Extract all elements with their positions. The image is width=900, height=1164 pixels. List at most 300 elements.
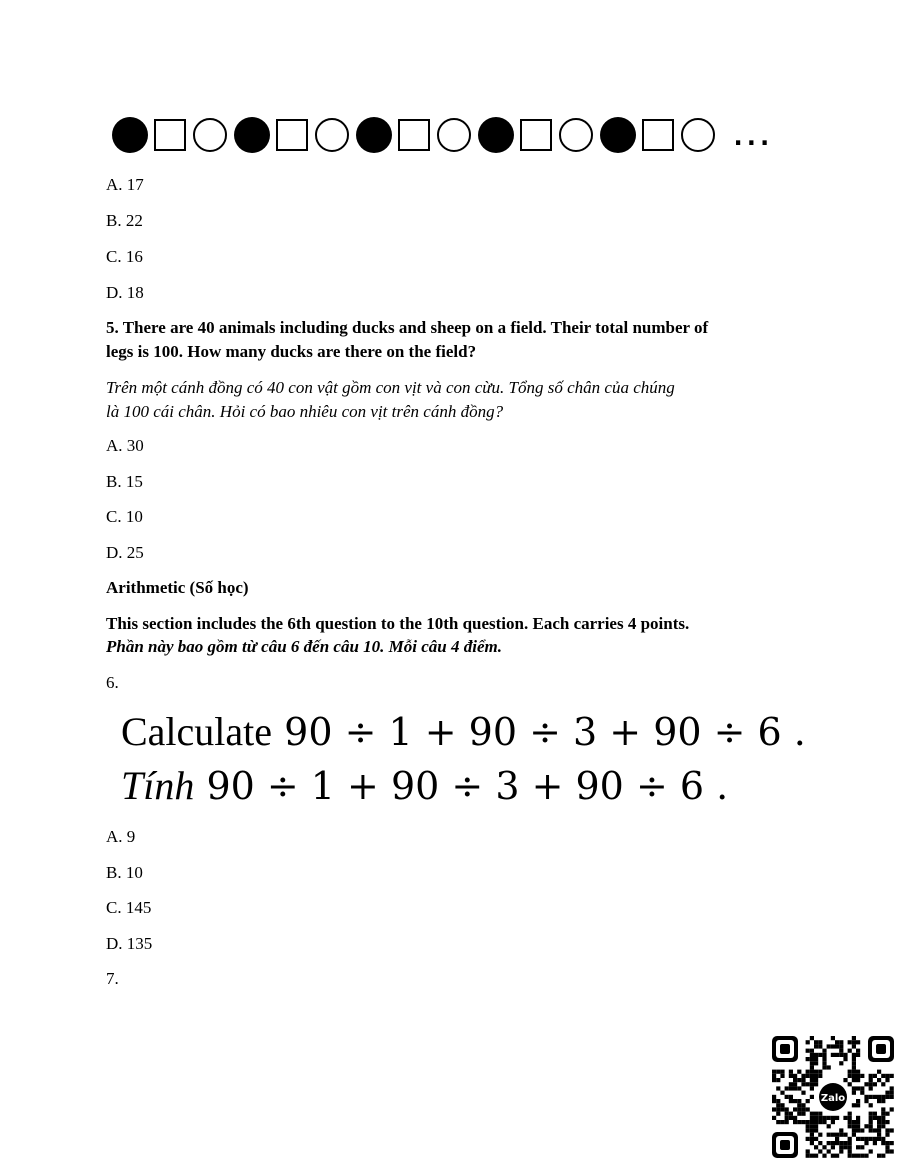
qr-module xyxy=(827,1065,831,1069)
qr-module xyxy=(852,1070,856,1074)
qr-module xyxy=(793,1120,797,1124)
qr-module xyxy=(814,1124,818,1128)
qr-module xyxy=(835,1116,839,1120)
qr-module xyxy=(839,1141,843,1145)
qr-module xyxy=(810,1053,814,1057)
qr-module xyxy=(822,1057,826,1061)
qr-module xyxy=(835,1044,839,1048)
qr-module xyxy=(835,1133,839,1137)
qr-module xyxy=(780,1120,784,1124)
qr-module xyxy=(814,1040,818,1044)
q5-vietnamese-line-2: là 100 cái chân. Hỏi có bao nhiêu con vịt trên cánh đồng? xyxy=(106,402,504,421)
qr-module xyxy=(873,1112,877,1116)
qr-module xyxy=(848,1149,852,1153)
qr-module xyxy=(839,1149,843,1153)
qr-module xyxy=(890,1128,894,1132)
qr-module xyxy=(818,1070,822,1074)
qr-module xyxy=(793,1082,797,1086)
qr-module xyxy=(848,1116,852,1120)
qr-module xyxy=(890,1141,894,1145)
qr-module xyxy=(852,1065,856,1069)
qr-module xyxy=(827,1044,831,1048)
qr-module xyxy=(848,1154,852,1158)
qr-module xyxy=(831,1154,835,1158)
qr-module xyxy=(806,1120,810,1124)
qr-module xyxy=(852,1036,856,1040)
qr-module xyxy=(839,1049,843,1053)
qr-module xyxy=(856,1137,860,1141)
circle-shape xyxy=(193,118,227,152)
qr-module xyxy=(885,1095,889,1099)
qr-module xyxy=(864,1082,868,1086)
qr-module xyxy=(776,1120,780,1124)
square-shape xyxy=(642,119,674,151)
q6-option-c: C. 145 xyxy=(106,898,152,917)
qr-module xyxy=(848,1120,852,1124)
qr-module xyxy=(776,1112,780,1116)
qr-module xyxy=(869,1086,873,1090)
qr-module xyxy=(873,1128,877,1132)
qr-module xyxy=(818,1112,822,1116)
qr-module xyxy=(848,1124,852,1128)
qr-module xyxy=(780,1091,784,1095)
qr-module xyxy=(852,1120,856,1124)
qr-module xyxy=(810,1120,814,1124)
qr-module xyxy=(793,1099,797,1103)
qr-module xyxy=(797,1099,801,1103)
qr-module xyxy=(806,1040,810,1044)
qr-module xyxy=(780,1103,784,1107)
qr-module xyxy=(831,1053,835,1057)
qr-module xyxy=(869,1074,873,1078)
qr-module xyxy=(869,1149,873,1153)
qr-module xyxy=(793,1074,797,1078)
section-intro-english: This section includes the 6th question to the 10th question. Each carries 4 points. xyxy=(106,614,690,633)
qr-module xyxy=(780,1070,784,1074)
qr-module xyxy=(810,1061,814,1065)
qr-module xyxy=(785,1120,789,1124)
q5-option-d: D. 25 xyxy=(106,543,144,562)
q5-option-a: A. 30 xyxy=(106,436,144,455)
qr-module xyxy=(869,1116,873,1120)
qr-module xyxy=(801,1107,805,1111)
qr-module xyxy=(789,1070,793,1074)
qr-module xyxy=(856,1070,860,1074)
qr-module xyxy=(869,1103,873,1107)
qr-module xyxy=(810,1049,814,1053)
qr-module xyxy=(881,1107,885,1111)
qr-module xyxy=(810,1057,814,1061)
qr-module xyxy=(852,1124,856,1128)
qr-module xyxy=(885,1145,889,1149)
square-shape xyxy=(520,119,552,151)
qr-module xyxy=(814,1137,818,1141)
qr-module xyxy=(839,1044,843,1048)
qr-module xyxy=(827,1133,831,1137)
q6-option-b: B. 10 xyxy=(106,863,143,882)
qr-module xyxy=(869,1137,873,1141)
q4-option-c: C. 16 xyxy=(106,247,143,266)
pattern-ellipsis: ... xyxy=(732,106,772,155)
qr-module xyxy=(818,1074,822,1078)
q5-title-line-2: legs is 100. How many ducks are there on the field? xyxy=(106,342,477,361)
qr-module xyxy=(789,1082,793,1086)
qr-module xyxy=(822,1145,826,1149)
qr-module xyxy=(810,1141,814,1145)
qr-module xyxy=(801,1082,805,1086)
qr-module xyxy=(810,1112,814,1116)
qr-module xyxy=(877,1070,881,1074)
q6-vietnamese-word: Tính xyxy=(121,763,195,808)
filled-circle-shape xyxy=(478,117,514,153)
qr-module xyxy=(818,1141,822,1145)
qr-module xyxy=(818,1044,822,1048)
qr-module xyxy=(877,1078,881,1082)
q6-number: 6. xyxy=(106,673,119,692)
qr-module xyxy=(856,1116,860,1120)
qr-module xyxy=(856,1103,860,1107)
qr-module xyxy=(877,1120,881,1124)
qr-module xyxy=(885,1112,889,1116)
qr-module xyxy=(864,1095,868,1099)
qr-module xyxy=(772,1074,776,1078)
q5-vietnamese-line-1: Trên một cánh đồng có 40 con vật gồm con vịt và con cừu. Tổng số chân của chúng xyxy=(106,378,675,397)
qr-module xyxy=(810,1137,814,1141)
qr-module xyxy=(814,1154,818,1158)
qr-module xyxy=(810,1133,814,1137)
qr-module xyxy=(772,1107,776,1111)
qr-module xyxy=(881,1112,885,1116)
qr-module xyxy=(806,1107,810,1111)
qr-module xyxy=(776,1099,780,1103)
qr-module xyxy=(856,1120,860,1124)
qr-module xyxy=(814,1116,818,1120)
qr-module xyxy=(814,1120,818,1124)
qr-module xyxy=(856,1078,860,1082)
qr-module xyxy=(852,1086,856,1090)
qr-module xyxy=(806,1074,810,1078)
qr-module xyxy=(890,1086,894,1090)
qr-module xyxy=(881,1099,885,1103)
qr-module xyxy=(785,1107,789,1111)
qr-module xyxy=(822,1116,826,1120)
qr-module xyxy=(810,1078,814,1082)
qr-module xyxy=(797,1078,801,1082)
qr-module xyxy=(835,1040,839,1044)
qr-module xyxy=(801,1112,805,1116)
qr-module xyxy=(827,1116,831,1120)
qr-module xyxy=(772,1078,776,1082)
qr-module xyxy=(852,1133,856,1137)
qr-module xyxy=(864,1141,868,1145)
qr-module xyxy=(835,1141,839,1145)
qr-module xyxy=(814,1070,818,1074)
qr-module xyxy=(856,1128,860,1132)
qr-module xyxy=(806,1124,810,1128)
qr-module xyxy=(873,1082,877,1086)
qr-module xyxy=(877,1095,881,1099)
qr-module xyxy=(890,1091,894,1095)
qr-module xyxy=(810,1124,814,1128)
qr-module xyxy=(822,1154,826,1158)
qr-module xyxy=(814,1061,818,1065)
qr-module xyxy=(810,1082,814,1086)
q6-option-a: A. 9 xyxy=(106,827,136,846)
qr-module xyxy=(831,1044,835,1048)
qr-module xyxy=(881,1120,885,1124)
filled-circle-shape xyxy=(600,117,636,153)
qr-module xyxy=(873,1141,877,1145)
qr-module xyxy=(877,1116,881,1120)
qr-module xyxy=(869,1078,873,1082)
qr-module xyxy=(797,1070,801,1074)
qr-module xyxy=(881,1154,885,1158)
qr-module xyxy=(797,1120,801,1124)
qr-module xyxy=(801,1091,805,1095)
qr-module xyxy=(827,1141,831,1145)
square-shape xyxy=(398,119,430,151)
qr-module xyxy=(814,1057,818,1061)
qr-module xyxy=(869,1128,873,1132)
qr-module xyxy=(856,1086,860,1090)
qr-finder-top-left xyxy=(772,1036,798,1062)
qr-module xyxy=(801,1078,805,1082)
qr-module xyxy=(869,1112,873,1116)
qr-module xyxy=(772,1070,776,1074)
qr-module xyxy=(814,1078,818,1082)
qr-module xyxy=(852,1128,856,1132)
q6-english-formula: 90 ÷ 1 + 90 ÷ 3 + 90 ÷ 6 . xyxy=(284,710,806,754)
qr-module xyxy=(810,1036,814,1040)
qr-module xyxy=(864,1124,868,1128)
qr-module xyxy=(827,1149,831,1153)
qr-module xyxy=(789,1099,793,1103)
qr-module xyxy=(797,1107,801,1111)
qr-module xyxy=(848,1082,852,1086)
qr-module xyxy=(852,1091,856,1095)
qr-module xyxy=(797,1103,801,1107)
qr-module xyxy=(797,1086,801,1090)
qr-module xyxy=(776,1070,780,1074)
qr-module xyxy=(890,1107,894,1111)
qr-module xyxy=(785,1112,789,1116)
q6-vietnamese-formula: 90 ÷ 1 + 90 ÷ 3 + 90 ÷ 6 . xyxy=(206,764,729,808)
q4-option-b: B. 22 xyxy=(106,211,143,230)
qr-module xyxy=(839,1040,843,1044)
qr-module xyxy=(864,1137,868,1141)
qr-module xyxy=(885,1120,889,1124)
qr-module xyxy=(877,1099,881,1103)
qr-module xyxy=(860,1154,864,1158)
section-intro-vietnamese: Phần này bao gồm từ câu 6 đến câu 10. Mỗi câu 4 điểm. xyxy=(106,637,503,656)
qr-module xyxy=(848,1070,852,1074)
qr-module xyxy=(852,1154,856,1158)
qr-module xyxy=(839,1145,843,1149)
qr-module xyxy=(810,1070,814,1074)
qr-module xyxy=(789,1095,793,1099)
circle-shape xyxy=(559,118,593,152)
qr-module xyxy=(814,1145,818,1149)
filled-circle-shape xyxy=(112,117,148,153)
qr-module xyxy=(860,1086,864,1090)
qr-module xyxy=(852,1057,856,1061)
qr-module xyxy=(885,1074,889,1078)
circle-shape xyxy=(681,118,715,152)
qr-module xyxy=(864,1154,868,1158)
qr-module xyxy=(818,1149,822,1153)
qr-module xyxy=(806,1099,810,1103)
qr-module xyxy=(860,1137,864,1141)
qr-module xyxy=(780,1074,784,1078)
qr-module xyxy=(885,1128,889,1132)
qr-module xyxy=(831,1133,835,1137)
qr-module xyxy=(881,1141,885,1145)
qr-module xyxy=(873,1137,877,1141)
qr-module xyxy=(806,1149,810,1153)
qr-module xyxy=(885,1078,889,1082)
qr-module xyxy=(843,1133,847,1137)
qr-module xyxy=(881,1116,885,1120)
qr-module xyxy=(806,1128,810,1132)
qr-code[interactable] xyxy=(770,1034,896,1160)
qr-module xyxy=(881,1124,885,1128)
qr-module xyxy=(869,1120,873,1124)
qr-module xyxy=(885,1091,889,1095)
qr-module xyxy=(818,1116,822,1120)
qr-module xyxy=(806,1049,810,1053)
qr-module xyxy=(772,1095,776,1099)
q6-english-expression xyxy=(121,710,806,754)
qr-module xyxy=(772,1116,776,1120)
qr-module xyxy=(793,1078,797,1082)
qr-module xyxy=(789,1086,793,1090)
qr-module xyxy=(856,1145,860,1149)
qr-module xyxy=(780,1107,784,1111)
qr-module xyxy=(856,1124,860,1128)
qr-module xyxy=(835,1053,839,1057)
square-shape xyxy=(276,119,308,151)
qr-module xyxy=(822,1053,826,1057)
qr-module xyxy=(852,1074,856,1078)
qr-module xyxy=(864,1099,868,1103)
qr-module xyxy=(848,1040,852,1044)
q6-english-word: Calculate xyxy=(121,709,273,754)
qr-module xyxy=(856,1074,860,1078)
q7-number: 7. xyxy=(106,969,119,988)
section-heading: Arithmetic (Số học) xyxy=(106,578,249,597)
qr-module xyxy=(885,1149,889,1153)
qr-module xyxy=(848,1112,852,1116)
qr-module xyxy=(789,1074,793,1078)
qr-module xyxy=(772,1099,776,1103)
qr-module xyxy=(852,1078,856,1082)
qr-module xyxy=(810,1154,814,1158)
qr-module xyxy=(810,1074,814,1078)
qr-module xyxy=(869,1082,873,1086)
qr-module xyxy=(793,1086,797,1090)
qr-module xyxy=(793,1116,797,1120)
qr-module xyxy=(848,1074,852,1078)
qr-module xyxy=(877,1137,881,1141)
qr-module xyxy=(835,1137,839,1141)
qr-module xyxy=(843,1145,847,1149)
qr-module xyxy=(785,1095,789,1099)
qr-module xyxy=(785,1086,789,1090)
qr-module xyxy=(822,1120,826,1124)
qr-module xyxy=(885,1133,889,1137)
qr-module xyxy=(873,1116,877,1120)
qr-module xyxy=(814,1044,818,1048)
qr-module xyxy=(776,1078,780,1082)
qr-module xyxy=(806,1070,810,1074)
qr-module xyxy=(814,1053,818,1057)
qr-module xyxy=(881,1074,885,1078)
qr-module xyxy=(827,1124,831,1128)
qr-module xyxy=(881,1082,885,1086)
qr-module xyxy=(806,1154,810,1158)
qr-module xyxy=(843,1053,847,1057)
qr-module xyxy=(869,1095,873,1099)
qr-module xyxy=(776,1103,780,1107)
qr-module xyxy=(843,1116,847,1120)
qr-module xyxy=(890,1149,894,1153)
qr-module xyxy=(801,1120,805,1124)
qr-finder-top-right xyxy=(868,1036,894,1062)
qr-module xyxy=(881,1137,885,1141)
qr-module xyxy=(860,1145,864,1149)
qr-module xyxy=(814,1074,818,1078)
qr-module xyxy=(801,1074,805,1078)
qr-module xyxy=(856,1040,860,1044)
qr-module xyxy=(839,1128,843,1132)
qr-module xyxy=(860,1091,864,1095)
qr-module xyxy=(839,1061,843,1065)
qr-module xyxy=(818,1040,822,1044)
qr-module xyxy=(835,1154,839,1158)
qr-module xyxy=(793,1107,797,1111)
q6-option-d: D. 135 xyxy=(106,934,153,953)
q4-option-a: A. 17 xyxy=(106,175,144,194)
circle-shape xyxy=(315,118,349,152)
qr-module xyxy=(839,1053,843,1057)
q5-option-b: B. 15 xyxy=(106,472,143,491)
qr-module xyxy=(852,1103,856,1107)
qr-module xyxy=(856,1154,860,1158)
qr-module xyxy=(806,1057,810,1061)
qr-module xyxy=(831,1036,835,1040)
q4-option-d: D. 18 xyxy=(106,283,144,302)
qr-module xyxy=(776,1107,780,1111)
qr-module xyxy=(831,1141,835,1145)
qr-module xyxy=(873,1074,877,1078)
qr-module xyxy=(890,1074,894,1078)
q5-option-c: C. 10 xyxy=(106,507,143,526)
qr-module xyxy=(869,1124,873,1128)
qr-module xyxy=(789,1116,793,1120)
filled-circle-shape xyxy=(356,117,392,153)
square-shape xyxy=(154,119,186,151)
qr-module xyxy=(885,1141,889,1145)
qr-module xyxy=(852,1053,856,1057)
qr-module xyxy=(860,1074,864,1078)
qr-module xyxy=(856,1053,860,1057)
qr-module xyxy=(877,1133,881,1137)
qr-module xyxy=(822,1049,826,1053)
q6-vietnamese-expression xyxy=(121,764,728,808)
qr-module xyxy=(789,1112,793,1116)
qr-module xyxy=(810,1095,814,1099)
qr-module xyxy=(776,1086,780,1090)
